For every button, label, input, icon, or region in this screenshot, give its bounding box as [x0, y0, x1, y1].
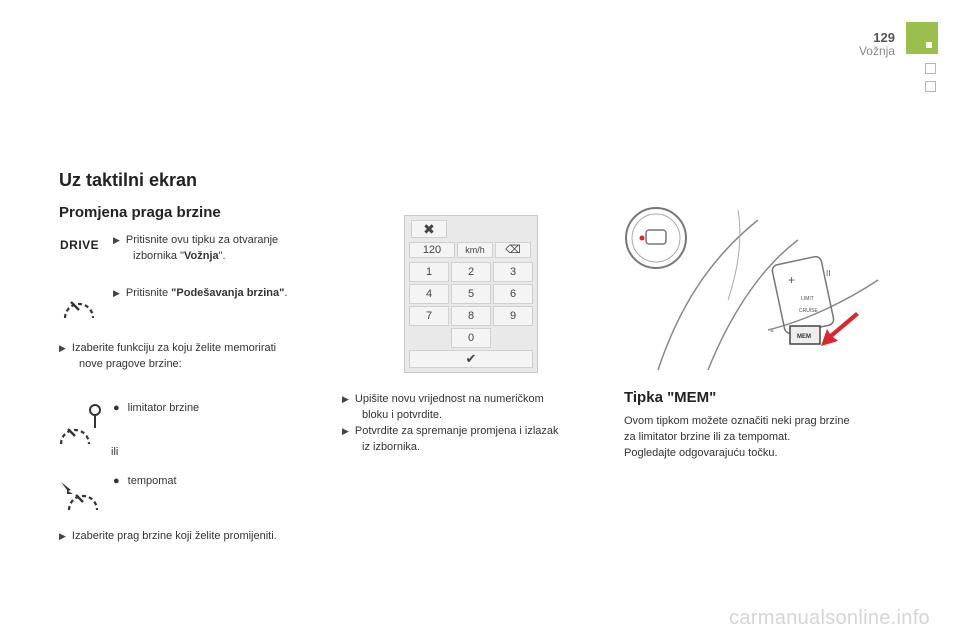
- step-3: ▶ Izaberite funkciju za koju želite memorirati nove pragove brzine:: [59, 342, 277, 370]
- keypad-unit: km/h: [457, 242, 493, 258]
- close-icon: ✖: [411, 220, 447, 238]
- key-7: 7: [409, 306, 449, 326]
- plus-label: +: [788, 273, 796, 287]
- key-3: 3: [493, 262, 533, 282]
- speed-limiter-icon: [57, 402, 103, 448]
- arrow-bullet-icon: ▶: [59, 343, 66, 353]
- option-limiter: ● limitator brzine: [113, 402, 200, 414]
- limit-label: LIMIT: [801, 296, 814, 302]
- key-1: 1: [409, 262, 449, 282]
- speedometer-icon: [61, 292, 97, 322]
- confirm-check-icon: ✔: [409, 350, 533, 368]
- arrow-bullet-icon: ▶: [113, 288, 120, 298]
- pointer-arrow-icon: [821, 312, 859, 346]
- page-number: 129: [873, 30, 895, 45]
- mem-title: Tipka "MEM": [624, 389, 717, 406]
- arrow-bullet-icon: ▶: [59, 531, 66, 541]
- arrow-bullet-icon: ▶: [342, 426, 349, 436]
- arrow-bullet-icon: ▶: [113, 235, 120, 245]
- page-title: Uz taktilni ekran: [59, 170, 198, 190]
- arrow-bullet-icon: ▶: [342, 394, 349, 404]
- tab-marker: [926, 42, 932, 48]
- key-9: 9: [493, 306, 533, 326]
- cruise-control-icon: [59, 478, 101, 514]
- option-cruise: ● tempomat: [113, 475, 177, 487]
- section-subtitle: Promjena praga brzine: [59, 204, 221, 221]
- key-8: 8: [451, 306, 491, 326]
- chapter-tab-active: [906, 22, 938, 54]
- mem-button-label: MEM: [797, 334, 811, 340]
- watermark: carmanualsonline.info: [729, 607, 930, 629]
- chapter-tab: [925, 81, 936, 92]
- cruise-label: CRUISE: [799, 308, 818, 314]
- step-6: ▶ Potvrdite za spremanje promjena i izlazak iz izbornika.: [342, 425, 559, 453]
- pause-label: II: [826, 269, 831, 278]
- key-0: 0: [451, 328, 491, 348]
- or-text: ili: [111, 446, 119, 458]
- drive-button-label: DRIVE: [60, 238, 100, 252]
- steering-wheel-icon: [626, 208, 686, 268]
- key-6: 6: [493, 284, 533, 304]
- step-5: ▶ Upišite novu vrijednost na numeričkom bloku i potvrdite.: [342, 393, 544, 421]
- key-4: 4: [409, 284, 449, 304]
- step-4: ▶ Izaberite prag brzine koji želite promijeniti.: [59, 530, 277, 542]
- step-1: ▶ Pritisnite ovu tipku za otvaranje izbornika "Vožnja".: [113, 234, 279, 262]
- step-2: ▶ Pritisnite "Podešavanja brzina".: [113, 287, 288, 299]
- chapter-tab: [925, 63, 936, 74]
- key-2: 2: [451, 262, 491, 282]
- keypad-display: 120: [409, 242, 455, 258]
- mem-description: Ovom tipkom možete označiti neki prag brzine za limitator brzine ili za tempomat. Pogledajte odgovarajuću točku.: [624, 415, 850, 459]
- key-5: 5: [451, 284, 491, 304]
- steering-wheel-illustration: [618, 200, 888, 380]
- minus-label: -: [770, 323, 774, 337]
- numeric-keypad: [404, 215, 538, 373]
- backspace-icon: ⌫: [495, 242, 531, 258]
- section-name: Vožnja: [858, 44, 895, 58]
